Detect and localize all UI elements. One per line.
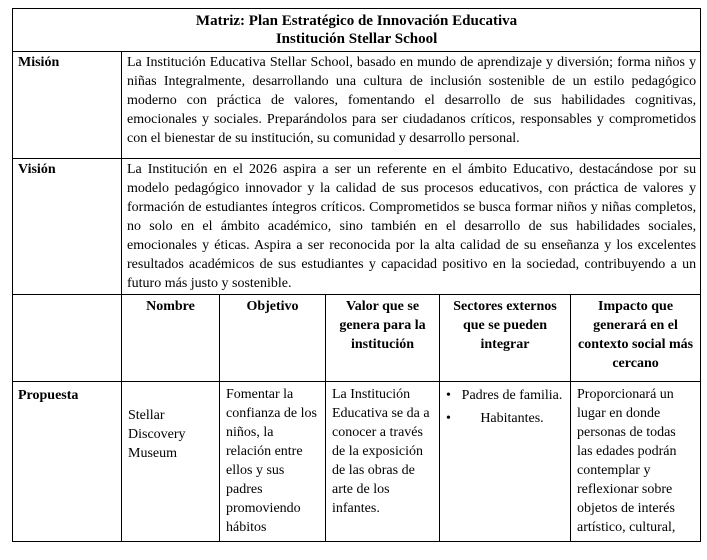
header-impacto: Impacto que generará en el contexto social más cercano: [571, 295, 701, 382]
propuesta-valor: La Institución Educativa se da a conocer a través de la exposición de las obras de arte de los infantes.: [326, 382, 440, 542]
propuesta-row: [13, 382, 701, 542]
propuesta-impacto: Proporcionará un lugar en donde personas de todas las edades podrán contemplar y reflexionar sobre objetos de interés artístico, cultural,: [571, 382, 701, 542]
header-empty-cell: [13, 295, 122, 382]
header-row: [13, 295, 701, 382]
matrix-title: [13, 9, 701, 52]
propuesta-label: Propuesta: [13, 382, 122, 542]
header-sectores: Sectores externos que se pueden integrar: [440, 295, 571, 382]
strategic-plan-matrix: [12, 8, 701, 542]
list-item: • Padres de familia.: [446, 386, 564, 405]
mision-row: [13, 52, 701, 159]
header-objetivo: Objetivo: [220, 295, 326, 382]
title-line-1: Matriz: Plan Estratégico de Innovación Educativa: [195, 13, 518, 29]
header-nombre: Nombre: [122, 295, 220, 382]
vision-label: Visión: [13, 159, 122, 295]
propuesta-objetivo: Fomentar la confianza de los niños, la relación entre ellos y sus padres promoviendo hábitos: [220, 382, 326, 542]
vision-row: [13, 159, 701, 295]
list-item: • Habitantes.: [446, 409, 564, 428]
title-line-2: Institución Stellar School: [275, 31, 438, 47]
title-row: [13, 9, 701, 52]
sectores-list: [446, 386, 564, 428]
vision-text: La Institución en el 2026 aspira a ser un referente en el ámbito Educativo, destacándose por su modelo pedagógico innovador y la calidad de sus procesos educativos, con práctica de valores y formación de estudiantes íntegros críticos. Comprometidos se busca formar niños y niñas completos, no solo en el ámbito académico, sino también en el desarrollo de sus habilidades sociales, emocionales y éticas. Aspira a ser reconocida por la alta calidad de su enseñanza y los excelentes resultados académicos de sus estudiantes y capacidad positivo en la sociedad, contribuyendo a un futuro más justo y sostenible.: [122, 159, 701, 295]
propuesta-nombre: Stellar Discovery Museum: [122, 382, 220, 542]
propuesta-sectores: [440, 382, 571, 542]
mision-label: Misión: [13, 52, 122, 159]
header-valor: Valor que se genera para la institución: [326, 295, 440, 382]
mision-text: La Institución Educativa Stellar School, basado en mundo de aprendizaje y diversión; forma niños y niñas Integralmente, desarrollando una cultura de inclusión sostenible de un estilo pedagógico moderno con práctica de valores, fomentando el desarrollo de sus habilidades cognitivas, emocionales y sociales. Preparándolos para ser ciudadanos críticos, responsables y comprometidos con el bienestar de su institución, su comunidad y desarrollo personal.: [122, 52, 701, 159]
